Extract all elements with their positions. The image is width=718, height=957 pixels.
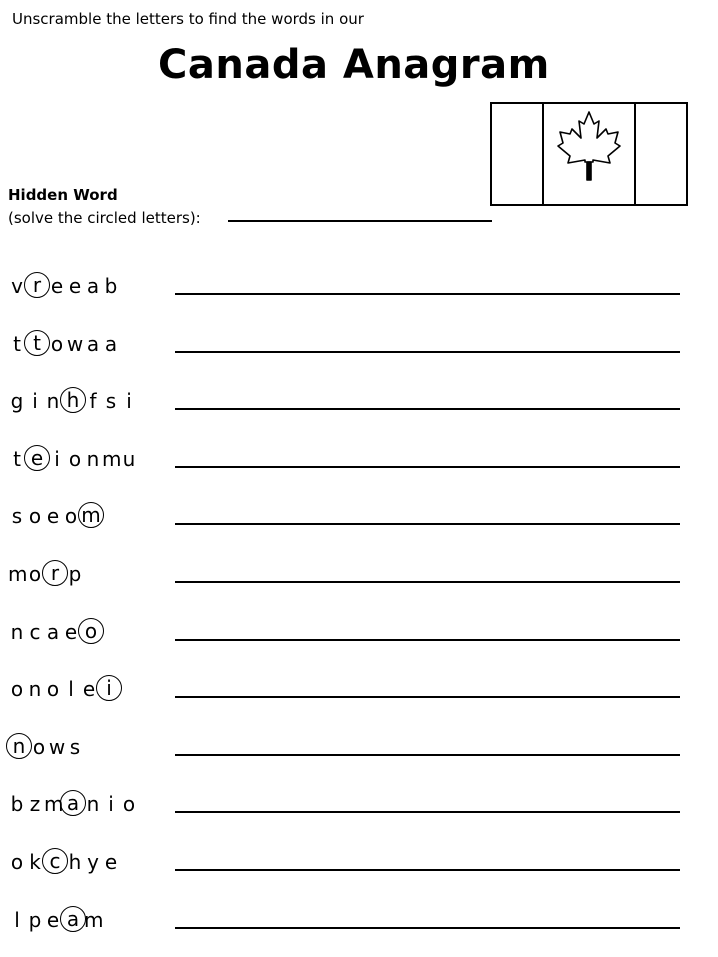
letter: l [68,677,74,702]
letter: w [48,734,66,759]
puzzle-row [0,907,718,947]
answer-line[interactable] [175,869,680,871]
letter: o [50,331,64,356]
answer-line[interactable] [175,351,680,353]
puzzle-row [0,619,718,659]
answer-line[interactable] [175,639,680,641]
letter: s [69,734,81,759]
letter: i [108,792,114,817]
letter: p [28,907,42,932]
answer-line[interactable] [175,293,680,295]
puzzle-row [0,791,718,831]
circled-letter: t [24,330,50,356]
puzzle-row [0,503,718,543]
scrambled-letters [8,734,84,760]
scrambled-letters [8,388,138,414]
letter: h [68,850,82,874]
hidden-word-hint: (solve the circled letters): [8,209,201,227]
letter: f [89,389,97,414]
puzzle-row [0,331,718,371]
answer-line[interactable] [175,408,680,410]
letter: l [14,907,20,932]
answer-line[interactable] [175,696,680,698]
circled-letter: a [60,790,86,816]
letter: n [46,389,60,414]
circled-letter: c [42,848,68,874]
letter: n [86,792,100,817]
puzzle-row [0,446,718,486]
letter: m [44,792,64,817]
letter: o [46,677,60,702]
letter: a [46,619,60,644]
letter: e [46,504,60,529]
answer-line[interactable] [175,927,680,929]
scrambled-letters [8,907,102,933]
letter: c [29,619,41,644]
letter: w [66,331,84,356]
page-title: Canada Anagram [158,42,550,88]
letter: o [28,562,42,586]
letter: e [104,850,118,874]
circled-letter: r [24,272,50,298]
answer-line[interactable] [175,754,680,756]
scrambled-letters [8,561,84,587]
puzzle-row [0,561,718,601]
circled-letter: m [78,502,104,528]
letter: a [104,331,118,356]
circled-letter: h [60,387,86,413]
letter: b [10,792,24,817]
circled-letter: o [78,618,104,644]
letter: e [46,907,60,932]
letter: e [68,274,82,298]
circled-letter: r [42,560,68,586]
circled-letter: n [6,733,32,759]
puzzle-row [0,734,718,774]
letter: t [13,446,21,471]
scrambled-letters [8,676,120,702]
letter: z [29,792,41,817]
scrambled-letters [8,619,102,645]
letter: o [28,504,42,529]
letter: i [54,446,60,471]
scrambled-letters [8,791,138,817]
puzzle-row [0,849,718,889]
letter: n [86,446,100,471]
letter: i [126,389,132,414]
letter: o [32,734,46,759]
letter: v [11,274,23,298]
puzzle-row [0,676,718,716]
answer-line[interactable] [175,523,680,525]
letter: o [122,792,136,817]
puzzle-row [0,273,718,313]
letter: m [8,562,28,586]
answer-line[interactable] [175,811,680,813]
letter: o [10,850,24,874]
letter: e [50,274,64,298]
letter: u [122,446,136,471]
circled-letter: e [24,445,50,471]
letter: a [86,274,100,298]
canada-flag-icon [490,102,688,206]
scrambled-letters [8,273,120,299]
letter: t [13,331,21,356]
instructions-text: Unscramble the letters to find the words in our [12,10,364,28]
hidden-word-answer-line[interactable] [228,220,492,222]
answer-line[interactable] [175,466,680,468]
circled-letter: i [96,675,122,701]
hidden-word-label: Hidden Word [8,186,118,204]
letter: g [10,389,24,414]
letter: o [64,504,78,529]
scrambled-letters [8,503,102,529]
letter: b [104,274,118,298]
letter: i [32,389,38,414]
letter: m [102,446,122,471]
letter: m [84,907,104,932]
letter: k [29,850,41,874]
letter: n [28,677,42,702]
puzzle-row [0,388,718,428]
scrambled-letters [8,331,120,357]
letter: o [68,446,82,471]
letter: a [86,331,100,356]
answer-line[interactable] [175,581,680,583]
letter: e [82,677,96,702]
letter: s [11,504,23,529]
letter: y [87,850,99,874]
letter: e [64,619,78,644]
letter: o [10,677,24,702]
circled-letter: a [60,906,86,932]
letter: n [10,619,24,644]
scrambled-letters [8,849,120,875]
letter: s [105,389,117,414]
letter: p [68,562,82,586]
scrambled-letters [8,446,138,472]
